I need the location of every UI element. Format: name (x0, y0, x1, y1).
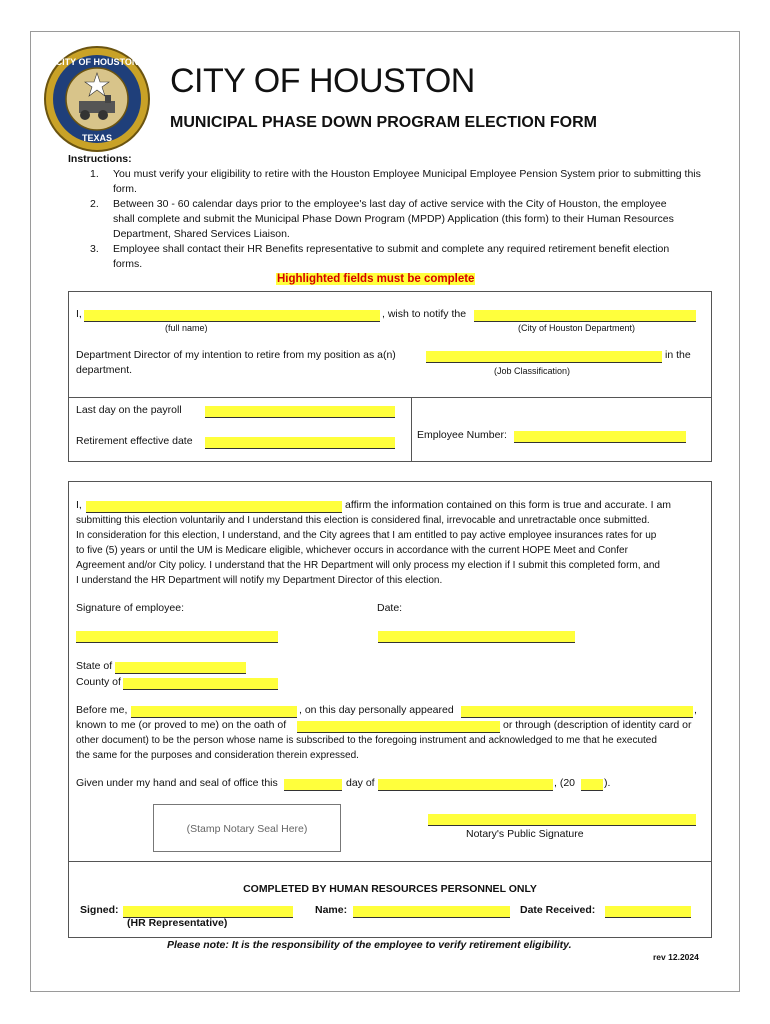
instruction-item-3: Employee shall contact their HR Benefits representative to submit and complete any required retirement benefit election forms. (113, 243, 670, 270)
affirm-lead: affirm the information contained on this form is true and accurate. I am (345, 499, 672, 511)
date-received-label: Date Received: (520, 904, 596, 916)
month-field[interactable] (378, 779, 553, 791)
given-under-text: Given under my hand and seal of office this (76, 777, 278, 789)
day-field[interactable] (284, 779, 342, 791)
date-received-field[interactable] (605, 906, 691, 918)
appeared-text: , on this day personally appeared (299, 704, 454, 716)
last-day-field[interactable] (205, 406, 395, 418)
footer-note: Please note: It is the responsibility of the employee to verify retirement eligibility. (167, 939, 572, 951)
day-of-text: day of (346, 777, 375, 789)
affirm-line-1: submitting this election voluntarily and I understand this election is considered final, irrevocable and unretractable once submitted. (76, 515, 650, 526)
job-classification-caption: (Job Classification) (494, 366, 571, 376)
last-day-label: Last day on the payroll (76, 404, 182, 416)
known-to-me-text: known to me (or proved to me) on the oath of (76, 719, 287, 731)
county-label: County of (76, 676, 121, 688)
or-through-text: or through (description of identity card or (503, 719, 692, 731)
hr-name-field[interactable] (353, 906, 510, 918)
full-name-caption: (full name) (165, 323, 208, 333)
year-suffix: ). (604, 777, 611, 789)
appearing-person-field[interactable] (461, 706, 693, 718)
department-field[interactable] (474, 310, 696, 322)
notary-line-4: the same for the purposes and consideration therein expressed. (76, 750, 359, 761)
state-label: State of (76, 660, 113, 672)
hr-heading: COMPLETED BY HUMAN RESOURCES PERSONNEL ONLY (243, 883, 537, 895)
highlight-note: Highlighted fields must be complete (277, 273, 475, 285)
city-title: CITY OF HOUSTON (170, 62, 475, 100)
revision-label: rev 12.2024 (653, 952, 699, 962)
notary-signature-caption: Notary's Public Signature (466, 828, 584, 840)
instruction-num-1: 1. (90, 168, 99, 180)
affirm-i-label: I, (76, 499, 82, 511)
comma-text: , (694, 704, 697, 716)
year-field[interactable] (581, 779, 603, 791)
full-name-field[interactable] (84, 310, 380, 322)
affirm-line-2: In consideration for this election, I understand, and the City agrees that I am entitled to pay active employee insurances rates for up (76, 530, 657, 541)
signed-label: Signed: (80, 904, 119, 916)
signature-label: Signature of employee: (76, 602, 184, 614)
in-the-text: in the (665, 349, 691, 361)
affirm-line-4: Agreement and/or City policy. I understand that the HR Department will only process my election if I submit this completed form, and (76, 560, 660, 571)
department-caption: (City of Houston Department) (518, 323, 636, 333)
retirement-date-label: Retirement effective date (76, 435, 193, 447)
svg-text:TEXAS: TEXAS (81, 133, 113, 143)
before-me-text: Before me, (76, 704, 128, 716)
form-title: MUNICIPAL PHASE DOWN PROGRAM ELECTION FORM (170, 114, 597, 131)
instruction-num-3: 3. (90, 243, 99, 255)
affirm-name-field[interactable] (86, 501, 342, 513)
year-prefix: , (20 (554, 777, 576, 789)
stamp-seal-text: (Stamp Notary Seal Here) (186, 823, 308, 835)
notify-text: , wish to notify the (382, 308, 467, 320)
instruction-num-2: 2. (90, 198, 99, 210)
instruction-item-1: You must verify your eligibility to retire with the Houston Employee Municipal Employee Pension System prior to submitting this form. (113, 168, 701, 195)
employee-number-label: Employee Number: (417, 429, 507, 441)
director-text: Department Director of my intention to retire from my position as a(n) (76, 349, 396, 361)
i-label: I, (76, 308, 82, 320)
affirm-line-3: to five (5) years or until the UM is Medicare eligible, whichever occurs in accordance with the current HOPE Meet and Confer (76, 545, 628, 556)
oath-of-field[interactable] (297, 721, 500, 733)
city-seal-logo (43, 45, 151, 153)
name-label: Name: (315, 904, 348, 916)
affirm-line-5: I understand the HR Department will notify my Department Director of this election. (76, 575, 443, 586)
instructions-heading: Instructions: (68, 153, 132, 165)
retirement-date-field[interactable] (205, 437, 395, 449)
date-label: Date: (377, 602, 403, 614)
svg-text:CITY OF HOUSTON: CITY OF HOUSTON (55, 57, 139, 67)
county-field[interactable] (123, 678, 278, 690)
notary-signature-field[interactable] (428, 814, 696, 826)
hr-rep-caption: (HR Representative) (127, 917, 228, 929)
employee-number-field[interactable] (514, 431, 686, 443)
notary-name-field[interactable] (131, 706, 297, 718)
instruction-item-2: Between 30 - 60 calendar days prior to the employee's last day of active service with the City of Houston, the employee shall complete and submit the Municipal Phase Down Program (MPDP) Application (this form) to their Human Resources Department, Shared Services Liaison. (113, 198, 674, 240)
signature-date-field[interactable] (378, 631, 575, 643)
employee-signature-field[interactable] (76, 631, 278, 643)
job-classification-field[interactable] (426, 351, 662, 363)
notary-line-3: other document) to be the person whose name is subscribed to the foregoing instrument and acknowledged to me that he executed (76, 735, 657, 746)
state-field[interactable] (115, 662, 246, 674)
department-word: department. (76, 364, 133, 376)
